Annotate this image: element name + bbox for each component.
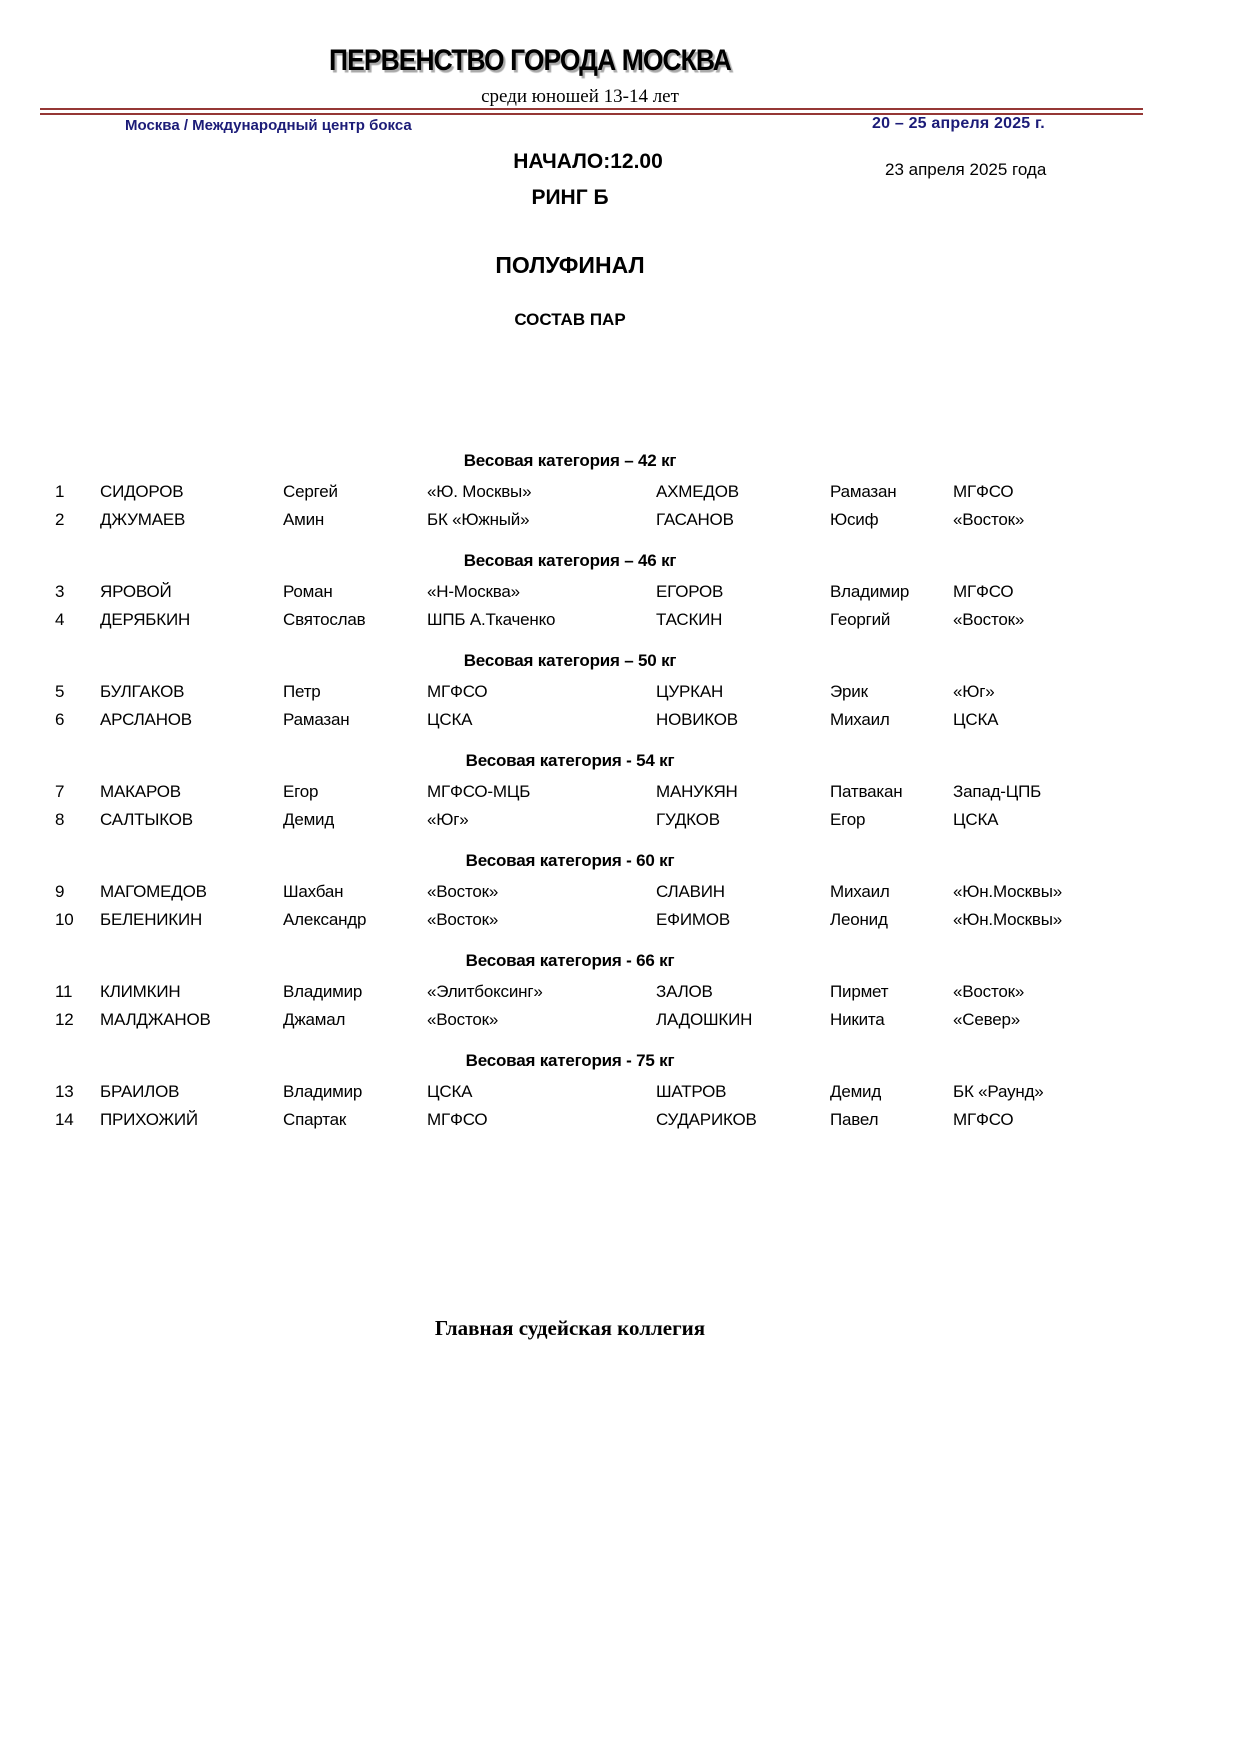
red-corner-club: МГФСО: [427, 682, 488, 701]
red-corner-surname: КЛИМКИН: [100, 982, 181, 1001]
blue-corner-surname: МАНУКЯН: [656, 782, 738, 801]
venue-text: Москва / Международный центр бокса: [125, 117, 412, 134]
blue-corner-surname: ШАТРОВ: [656, 1082, 727, 1101]
red-corner-club: ШПБ А.Ткаченко: [427, 610, 556, 629]
start-time: НАЧАЛО:12.00: [513, 150, 663, 173]
judges-footer: Главная судейская коллегия: [434, 1316, 706, 1340]
red-corner-firstname: Шахбан: [283, 882, 344, 901]
date-range-text: 20 – 25 апреля 2025 г.: [872, 115, 1045, 132]
pairs-heading: СОСТАВ ПАР: [514, 310, 626, 329]
red-corner-surname: МАГОМЕДОВ: [100, 882, 207, 901]
pair-number: 4: [55, 610, 65, 629]
red-corner-club: «Восток»: [427, 882, 499, 901]
weight-category-title: Весовая категория – 46 кг: [463, 551, 677, 570]
blue-corner-firstname: Рамазан: [830, 482, 897, 501]
weight-section: [40, 550, 1100, 634]
pair-number: 12: [55, 1010, 74, 1029]
blue-corner-surname: АХМЕДОВ: [656, 482, 739, 501]
blue-corner-surname: ЕГОРОВ: [656, 582, 724, 601]
blue-corner-club: «Север»: [953, 1010, 1020, 1029]
pair-row: [40, 906, 1100, 934]
red-corner-club: МГФСО-МЦБ: [427, 782, 531, 801]
blue-corner-firstname: Михаил: [830, 882, 890, 901]
blue-corner-surname: СУДАРИКОВ: [656, 1110, 757, 1129]
blue-corner-club: Запад-ЦПБ: [953, 782, 1042, 801]
red-corner-club: «Восток»: [427, 910, 499, 929]
red-corner-firstname: Владимир: [283, 982, 363, 1001]
blue-corner-firstname: Юсиф: [830, 510, 879, 529]
blue-corner-surname: ГАСАНОВ: [656, 510, 734, 529]
red-corner-surname: ДЖУМАЕВ: [100, 510, 186, 529]
blue-corner-firstname: Никита: [830, 1010, 885, 1029]
blue-corner-surname: ГУДКОВ: [656, 810, 720, 829]
pair-row: [40, 606, 1100, 634]
red-corner-firstname: Александр: [283, 910, 367, 929]
red-corner-surname: САЛТЫКОВ: [100, 810, 193, 829]
red-corner-surname: МАКАРОВ: [100, 782, 181, 801]
weight-section: [40, 450, 1100, 534]
red-corner-firstname: Петр: [283, 682, 321, 701]
red-corner-surname: ДЕРЯБКИН: [100, 610, 191, 629]
red-corner-firstname: Джамал: [283, 1010, 346, 1029]
blue-corner-surname: ЗАЛОВ: [656, 982, 713, 1001]
weight-section: [40, 950, 1100, 1034]
blue-corner-club: МГФСО: [953, 482, 1014, 501]
red-corner-club: «Восток»: [427, 1010, 499, 1029]
red-corner-club: МГФСО: [427, 1110, 488, 1129]
red-corner-club: БК «Южный»: [427, 510, 530, 529]
blue-corner-firstname: Пирмет: [830, 982, 889, 1001]
pair-number: 6: [55, 710, 65, 729]
weight-category-title: Весовая категория - 66 кг: [465, 951, 675, 970]
red-corner-club: «Ю. Москвы»: [427, 482, 532, 501]
blue-corner-club: «Юн.Москвы»: [953, 882, 1062, 901]
red-corner-firstname: Сергей: [283, 482, 338, 501]
pair-row: [40, 806, 1100, 834]
red-corner-surname: СИДОРОВ: [100, 482, 184, 501]
blue-corner-club: ЦСКА: [953, 810, 999, 829]
header-divider: [40, 108, 1143, 115]
red-corner-surname: БЕЛЕНИКИН: [100, 910, 203, 929]
weight-category-title: Весовая категория – 50 кг: [463, 651, 677, 670]
blue-corner-surname: СЛАВИН: [656, 882, 725, 901]
red-corner-surname: БУЛГАКОВ: [100, 682, 185, 701]
pairs-sections: [40, 450, 1100, 1150]
pair-row: [40, 978, 1100, 1006]
weight-category-title: Весовая категория - 54 кг: [465, 751, 675, 770]
red-corner-firstname: Рамазан: [283, 710, 350, 729]
red-corner-firstname: Демид: [283, 810, 335, 829]
pair-row: [40, 878, 1100, 906]
pair-row: [40, 778, 1100, 806]
blue-corner-surname: ЛАДОШКИН: [656, 1010, 753, 1029]
red-corner-firstname: Святослав: [283, 610, 366, 629]
blue-corner-firstname: Леонид: [830, 910, 888, 929]
red-corner-surname: ЯРОВОЙ: [100, 582, 172, 601]
blue-corner-surname: ТАСКИН: [656, 610, 723, 629]
blue-corner-firstname: Демид: [830, 1082, 882, 1101]
pair-number: 10: [55, 910, 74, 929]
page-title: ПЕРВЕНСТВО ГОРОДА МОСКВА: [329, 44, 731, 77]
pair-row: [40, 478, 1100, 506]
blue-corner-club: ЦСКА: [953, 710, 999, 729]
red-corner-club: «Н-Москва»: [427, 582, 520, 601]
blue-corner-club: БК «Раунд»: [953, 1082, 1044, 1101]
blue-corner-club: МГФСО: [953, 582, 1014, 601]
pair-number: 7: [55, 782, 65, 801]
pair-row: [40, 678, 1100, 706]
weight-section: [40, 750, 1100, 834]
blue-corner-firstname: Эрик: [830, 682, 868, 701]
blue-corner-firstname: Михаил: [830, 710, 890, 729]
red-corner-club: ЦСКА: [427, 710, 473, 729]
pair-number: 13: [55, 1082, 74, 1101]
blue-corner-club: «Восток»: [953, 610, 1025, 629]
blue-corner-firstname: Патвакан: [830, 782, 903, 801]
blue-corner-surname: ЦУРКАН: [656, 682, 724, 701]
page-subtitle: среди юношей 13-14 лет: [481, 86, 679, 107]
pair-number: 3: [55, 582, 65, 601]
red-corner-firstname: Амин: [283, 510, 325, 529]
pair-number: 14: [55, 1110, 74, 1129]
blue-corner-surname: НОВИКОВ: [656, 710, 738, 729]
pair-number: 5: [55, 682, 65, 701]
red-corner-club: «Юг»: [427, 810, 469, 829]
blue-corner-club: «Восток»: [953, 510, 1025, 529]
pair-number: 8: [55, 810, 65, 829]
blue-corner-club: «Юн.Москвы»: [953, 910, 1062, 929]
weight-category-title: Весовая категория - 75 кг: [465, 1051, 675, 1070]
ring-label: РИНГ Б: [531, 186, 609, 209]
red-corner-surname: МАЛДЖАНОВ: [100, 1010, 211, 1029]
pair-number: 11: [55, 982, 73, 1001]
blue-corner-club: МГФСО: [953, 1110, 1014, 1129]
pair-row: [40, 1078, 1100, 1106]
session-date: 23 апреля 2025 года: [885, 160, 1047, 179]
blue-corner-firstname: Владимир: [830, 582, 910, 601]
pair-row: [40, 506, 1100, 534]
red-corner-club: ЦСКА: [427, 1082, 473, 1101]
pair-row: [40, 578, 1100, 606]
blue-corner-surname: ЕФИМОВ: [656, 910, 731, 929]
red-corner-surname: БРАИЛОВ: [100, 1082, 180, 1101]
red-corner-firstname: Спартак: [283, 1110, 347, 1129]
blue-corner-firstname: Павел: [830, 1110, 879, 1129]
pair-number: 1: [55, 482, 65, 501]
blue-corner-firstname: Егор: [830, 810, 866, 829]
pair-row: [40, 1106, 1100, 1134]
pair-number: 2: [55, 510, 65, 529]
blue-corner-club: «Юг»: [953, 682, 995, 701]
red-corner-firstname: Роман: [283, 582, 333, 601]
blue-corner-club: «Восток»: [953, 982, 1025, 1001]
red-corner-surname: АРСЛАНОВ: [100, 710, 192, 729]
weight-category-title: Весовая категория – 42 кг: [463, 451, 677, 470]
red-corner-surname: ПРИХОЖИЙ: [100, 1110, 198, 1129]
weight-section: [40, 650, 1100, 734]
weight-section: [40, 1050, 1100, 1134]
weight-section: [40, 850, 1100, 934]
stage-title: ПОЛУФИНАЛ: [495, 252, 645, 278]
red-corner-firstname: Егор: [283, 782, 319, 801]
pair-row: [40, 1006, 1100, 1034]
weight-category-title: Весовая категория - 60 кг: [465, 851, 675, 870]
pair-number: 9: [55, 882, 65, 901]
red-corner-club: «Элитбоксинг»: [427, 982, 543, 1001]
blue-corner-firstname: Георгий: [830, 610, 891, 629]
red-corner-firstname: Владимир: [283, 1082, 363, 1101]
pair-row: [40, 706, 1100, 734]
